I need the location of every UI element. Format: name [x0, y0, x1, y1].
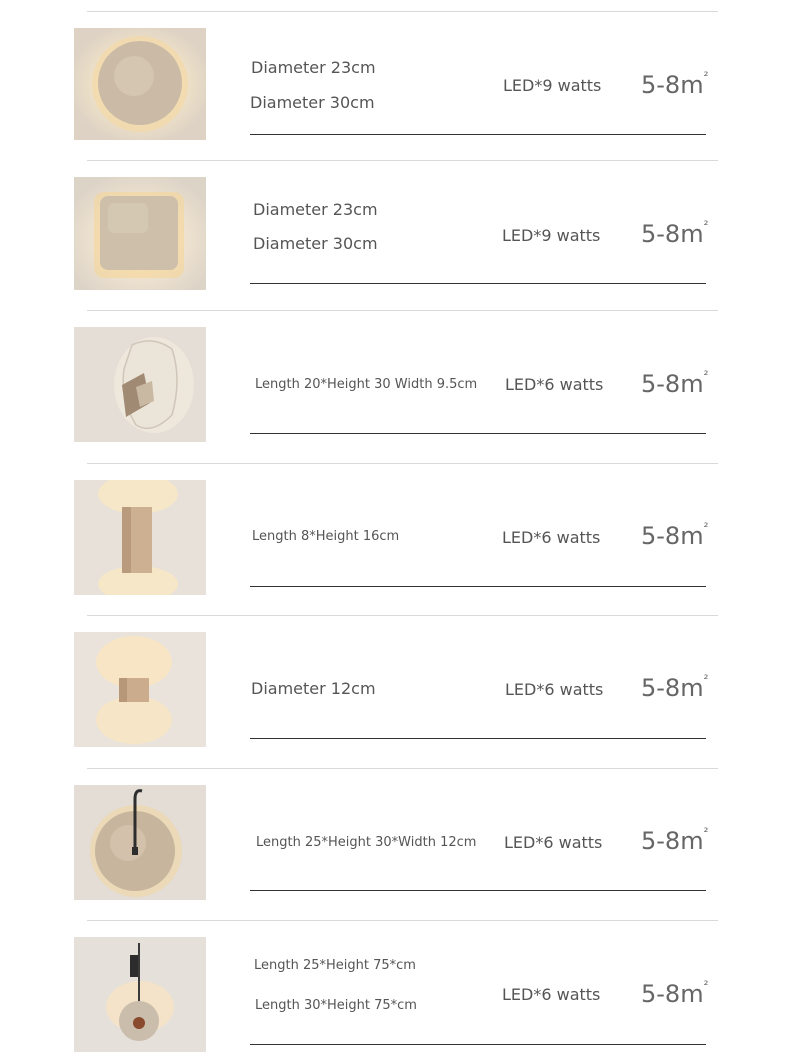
row-underline [250, 586, 706, 587]
row-divider [87, 615, 718, 616]
spec-text: Diameter 30cm [253, 234, 378, 253]
power-text: LED*9 watts [502, 226, 601, 245]
coverage-area: $5-8m^{^2}$ [641, 825, 709, 855]
power-text: LED*9 watts [503, 76, 602, 95]
product-image-square-panel [74, 177, 206, 290]
row-underline [250, 738, 706, 739]
row-divider [87, 768, 718, 769]
spec-text: Diameter 23cm [251, 58, 376, 77]
power-text: LED*6 watts [505, 375, 604, 394]
row-underline [250, 890, 706, 891]
product-image-irregular-stone [74, 327, 206, 442]
coverage-area: $5-8m^{^2}$ [641, 218, 709, 248]
power-text: LED*6 watts [504, 833, 603, 852]
row-divider [87, 11, 718, 12]
spec-text: Length 25*Height 30*Width 12cm [256, 835, 477, 850]
spec-text: Length 25*Height 75*cm [254, 958, 416, 973]
power-text: LED*6 watts [505, 680, 604, 699]
row-underline [250, 134, 706, 135]
coverage-area: $5-8m^{^2}$ [641, 672, 709, 702]
spec-text: Diameter 30cm [250, 93, 375, 112]
row-divider [87, 920, 718, 921]
spec-text: Diameter 12cm [251, 679, 376, 698]
coverage-area: $5-8m^{^2}$ [641, 69, 709, 99]
coverage-area: $5-8m^{^2}$ [641, 978, 709, 1008]
row-underline [250, 283, 706, 284]
row-underline [250, 1044, 706, 1045]
spec-text: Length 20*Height 30 Width 9.5cm [255, 377, 478, 392]
product-image-cube-block [74, 632, 206, 747]
row-divider [87, 463, 718, 464]
product-image-disc-with-arm [74, 785, 206, 900]
coverage-area: $5-8m^{^2}$ [641, 520, 709, 550]
spec-text: Length 8*Height 16cm [252, 529, 400, 544]
spec-text: Length 30*Height 75*cm [255, 998, 417, 1013]
row-divider [87, 310, 718, 311]
product-image-tall-block [74, 480, 206, 595]
product-image-pendulum-disc [74, 937, 206, 1052]
product-image-round-disc [74, 28, 206, 140]
spec-text: Diameter 23cm [253, 200, 378, 219]
row-underline [250, 433, 706, 434]
power-text: LED*6 watts [502, 528, 601, 547]
power-text: LED*6 watts [502, 985, 601, 1004]
coverage-area: $5-8m^{^2}$ [641, 368, 709, 398]
row-divider [87, 160, 718, 161]
